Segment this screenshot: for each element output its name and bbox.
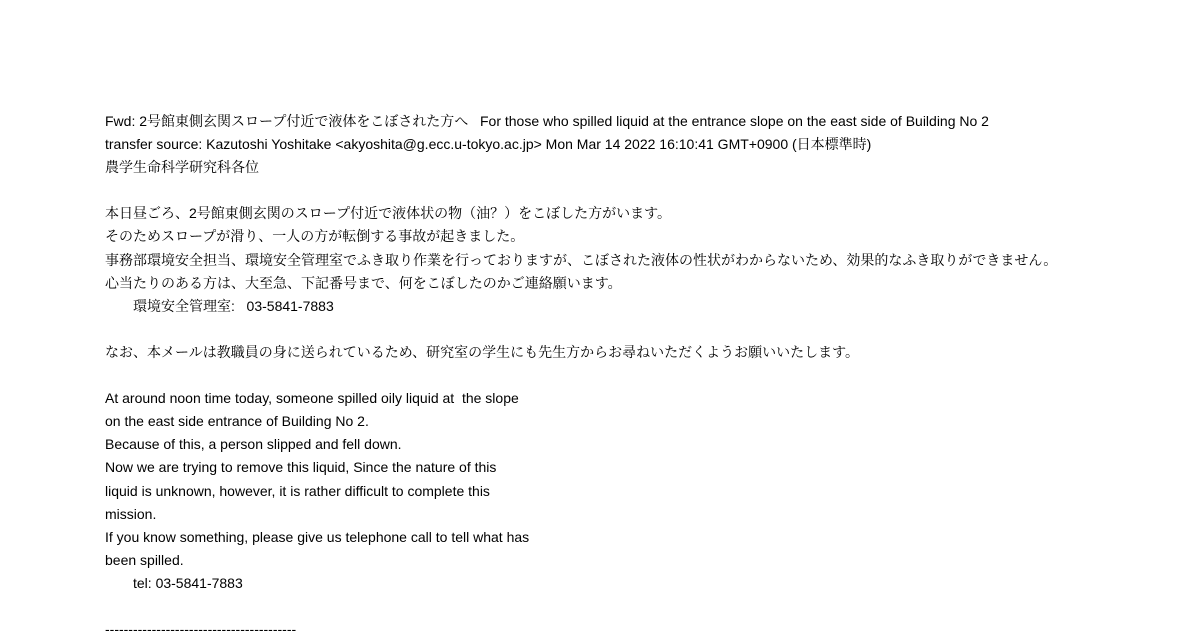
transfer-source: transfer source: Kazutoshi Yoshitake <akyoshita@g.ecc.u-tokyo.ac.jp> Mon Mar 14 2022 16:10:41 GMT+0900 (日本標準時) <box>105 136 872 153</box>
jp-note: なお、本メールは教職員の身に送られているため、研究室の学生にも先生方からお尋ねいただくようお願いいたします。 <box>105 343 860 360</box>
en-line-4: Now we are trying to remove this liquid, Since the nature of this <box>105 459 497 476</box>
en-line-5: liquid is unknown, however, it is rather difficult to complete this <box>105 482 490 499</box>
en-line-8: been spilled. <box>105 551 184 568</box>
en-line-3: Because of this, a person slipped and fell down. <box>105 436 402 453</box>
en-line-2: on the east side entrance of Building No 2. <box>105 413 369 430</box>
email-subject: Fwd: 2号館東側玄関スロープ付近で液体をこぼされた方へ For those who spilled liquid at the entrance slope on the east side of Building No 2 <box>105 113 989 129</box>
jp-line-2: そのためスロープが滑り、一人の方が転倒する事故が起きました。 <box>105 228 525 245</box>
email-document <box>105 110 1185 641</box>
footer-divider: ----------------------------------------- <box>105 621 297 638</box>
en-line-7: If you know something, please give us telephone call to tell what has <box>105 528 530 545</box>
en-contact: tel: 03-5841-7883 <box>133 574 243 591</box>
jp-line-4: 心当たりのある方は、大至急、下記番号まで、何をこぼしたのかご連絡願います。 <box>105 274 622 291</box>
spacer <box>105 595 1185 618</box>
spacer <box>105 364 1185 387</box>
jp-contact: 環境安全管理室: 03-5841-7883 <box>133 297 334 314</box>
jp-line-1: 本日昼ごろ、2号館東側玄関のスロープ付近で液体状の物（油？）をこぼした方がいます。 <box>105 205 671 222</box>
spacer <box>105 318 1185 341</box>
en-line-1: At around noon time today, someone spilled oily liquid at the slope <box>105 390 519 407</box>
addressee: 農学生命科学研究科各位 <box>105 159 259 176</box>
jp-line-3: 事務部環境安全担当、環境安全管理室でふき取り作業を行っておりますが、こぼされた液体の性状がわからないため、効果的なふき取りができません。 <box>105 251 1058 268</box>
spacer <box>105 179 1185 202</box>
en-line-6: mission. <box>105 505 157 522</box>
